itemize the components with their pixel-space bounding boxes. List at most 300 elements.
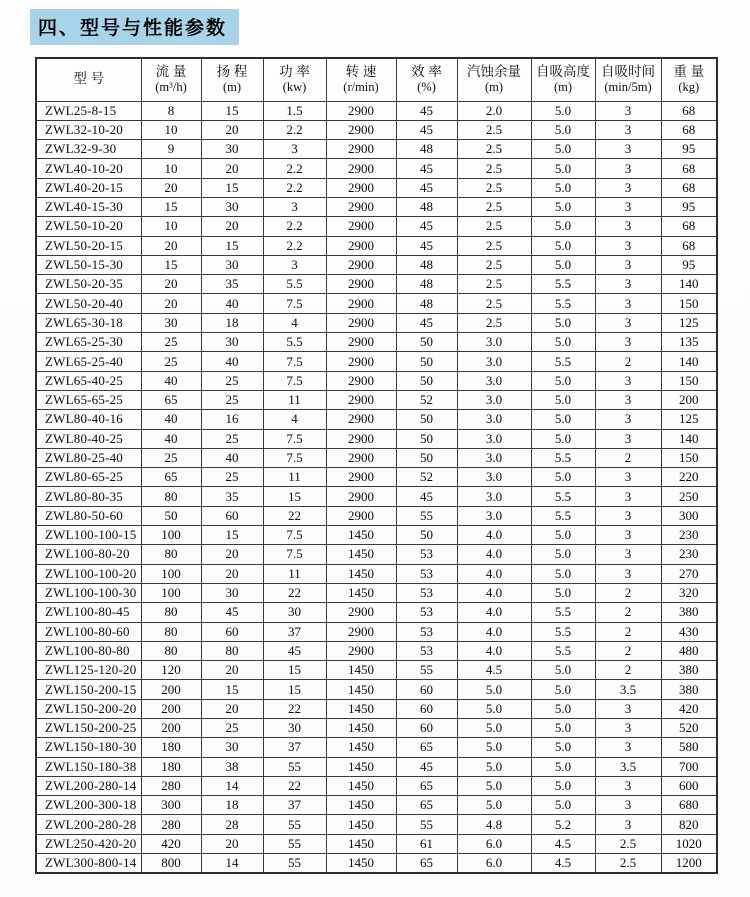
- cell-value: 30: [141, 313, 201, 332]
- cell-value: 20: [141, 236, 201, 255]
- cell-value: 2900: [326, 641, 396, 660]
- table-row: [36, 159, 717, 178]
- cell-value: 2: [595, 352, 661, 371]
- cell-value: 2.5: [457, 294, 531, 313]
- performance-parameters-table: [35, 57, 718, 874]
- cell-value: 45: [396, 159, 457, 178]
- cell-value: 68: [661, 101, 717, 120]
- cell-value: 250: [661, 487, 717, 506]
- cell-value: 15: [201, 101, 263, 120]
- cell-model: ZWL100-100-30: [36, 583, 141, 602]
- cell-value: 80: [141, 545, 201, 564]
- cell-value: 2900: [326, 197, 396, 216]
- cell-value: 5.0: [531, 159, 595, 178]
- cell-value: 2900: [326, 603, 396, 622]
- cell-value: 380: [661, 680, 717, 699]
- table-row: [36, 294, 717, 313]
- cell-value: 80: [141, 641, 201, 660]
- cell-value: 4.0: [457, 603, 531, 622]
- cell-value: 45: [396, 217, 457, 236]
- cell-value: 25: [201, 719, 263, 738]
- table-row: [36, 217, 717, 236]
- cell-value: 8: [141, 101, 201, 120]
- cell-value: 2.5: [457, 275, 531, 294]
- cell-value: 6.0: [457, 834, 531, 853]
- table-row: [36, 275, 717, 294]
- cell-value: 22: [263, 699, 326, 718]
- cell-value: 65: [396, 776, 457, 795]
- table-row: [36, 487, 717, 506]
- cell-model: ZWL100-100-20: [36, 564, 141, 583]
- cell-value: 4.0: [457, 564, 531, 583]
- cell-value: 50: [396, 333, 457, 352]
- cell-value: 25: [141, 448, 201, 467]
- cell-value: 5.5: [531, 448, 595, 467]
- column-label: 自吸时间: [601, 63, 655, 79]
- table-row: [36, 371, 717, 390]
- table-row: [36, 255, 717, 274]
- table-row: [36, 140, 717, 159]
- cell-value: 2.0: [457, 101, 531, 120]
- cell-value: 1450: [326, 661, 396, 680]
- cell-value: 60: [201, 622, 263, 641]
- cell-value: 3: [595, 371, 661, 390]
- cell-value: 2.5: [457, 197, 531, 216]
- cell-model: ZWL80-50-60: [36, 506, 141, 525]
- cell-value: 5.0: [531, 757, 595, 776]
- cell-value: 2900: [326, 333, 396, 352]
- cell-value: 50: [396, 526, 457, 545]
- cell-value: 4: [263, 410, 326, 429]
- cell-value: 55: [263, 834, 326, 853]
- cell-value: 3: [595, 313, 661, 332]
- cell-value: 2.2: [263, 159, 326, 178]
- cell-value: 1450: [326, 526, 396, 545]
- table-row: [36, 352, 717, 371]
- cell-value: 2900: [326, 390, 396, 409]
- cell-value: 3: [595, 468, 661, 487]
- cell-value: 4.0: [457, 622, 531, 641]
- cell-value: 5.0: [531, 333, 595, 352]
- cell-model: ZWL40-10-20: [36, 159, 141, 178]
- cell-value: 2900: [326, 120, 396, 139]
- cell-value: 2900: [326, 275, 396, 294]
- cell-value: 60: [201, 506, 263, 525]
- cell-value: 2900: [326, 468, 396, 487]
- cell-value: 2900: [326, 140, 396, 159]
- cell-model: ZWL40-15-30: [36, 197, 141, 216]
- cell-model: ZWL100-80-60: [36, 622, 141, 641]
- cell-value: 40: [201, 352, 263, 371]
- cell-value: 30: [263, 603, 326, 622]
- cell-value: 2: [595, 661, 661, 680]
- cell-value: 1450: [326, 680, 396, 699]
- column-label: 功 率: [279, 63, 310, 79]
- table-row: [36, 796, 717, 815]
- cell-value: 3.5: [595, 680, 661, 699]
- column-unit: (m): [484, 80, 504, 95]
- cell-value: 2900: [326, 255, 396, 274]
- cell-value: 15: [263, 487, 326, 506]
- cell-value: 18: [201, 796, 263, 815]
- cell-value: 5.0: [531, 236, 595, 255]
- cell-value: 15: [263, 680, 326, 699]
- cell-value: 3: [595, 120, 661, 139]
- cell-value: 1450: [326, 796, 396, 815]
- table-row: [36, 815, 717, 834]
- page-title: 四、型号与性能参数: [30, 9, 239, 45]
- cell-value: 80: [141, 603, 201, 622]
- cell-value: 280: [141, 815, 201, 834]
- cell-value: 3: [595, 564, 661, 583]
- cell-model: ZWL65-30-18: [36, 313, 141, 332]
- cell-value: 3: [595, 506, 661, 525]
- cell-value: 4.8: [457, 815, 531, 834]
- cell-value: 80: [201, 641, 263, 660]
- cell-value: 2900: [326, 506, 396, 525]
- cell-value: 1450: [326, 583, 396, 602]
- cell-value: 380: [661, 603, 717, 622]
- cell-value: 68: [661, 178, 717, 197]
- cell-value: 3: [595, 390, 661, 409]
- cell-model: ZWL32-9-30: [36, 140, 141, 159]
- cell-value: 1450: [326, 834, 396, 853]
- cell-value: 53: [396, 641, 457, 660]
- cell-value: 30: [201, 197, 263, 216]
- cell-value: 3.0: [457, 371, 531, 390]
- cell-value: 2: [595, 583, 661, 602]
- cell-value: 14: [201, 776, 263, 795]
- cell-value: 430: [661, 622, 717, 641]
- cell-value: 11: [263, 468, 326, 487]
- cell-value: 3: [595, 776, 661, 795]
- cell-value: 2.2: [263, 217, 326, 236]
- cell-value: 20: [201, 545, 263, 564]
- cell-value: 7.5: [263, 429, 326, 448]
- cell-value: 3: [595, 255, 661, 274]
- table-row: [36, 834, 717, 853]
- cell-value: 15: [263, 661, 326, 680]
- cell-value: 30: [201, 333, 263, 352]
- cell-value: 7.5: [263, 294, 326, 313]
- cell-value: 2: [595, 603, 661, 622]
- cell-value: 30: [201, 583, 263, 602]
- cell-value: 3: [595, 275, 661, 294]
- cell-value: 125: [661, 410, 717, 429]
- cell-value: 5.0: [531, 468, 595, 487]
- column-unit: (%): [417, 80, 436, 95]
- cell-model: ZWL50-15-30: [36, 255, 141, 274]
- cell-value: 50: [396, 352, 457, 371]
- cell-value: 600: [661, 776, 717, 795]
- table-body: [36, 101, 717, 873]
- cell-model: ZWL100-80-80: [36, 641, 141, 660]
- table-row: [36, 854, 717, 873]
- cell-model: ZWL150-200-25: [36, 719, 141, 738]
- cell-model: ZWL150-180-38: [36, 757, 141, 776]
- column-header-3: [263, 58, 326, 101]
- column-header-8: [595, 58, 661, 101]
- table-header: [36, 58, 717, 101]
- cell-value: 50: [396, 429, 457, 448]
- cell-value: 2900: [326, 410, 396, 429]
- cell-model: ZWL200-280-14: [36, 776, 141, 795]
- cell-value: 680: [661, 796, 717, 815]
- cell-value: 48: [396, 140, 457, 159]
- column-label: 重 量: [673, 63, 705, 79]
- cell-value: 10: [141, 120, 201, 139]
- cell-value: 1020: [661, 834, 717, 853]
- cell-value: 68: [661, 120, 717, 139]
- cell-value: 2900: [326, 101, 396, 120]
- cell-value: 140: [661, 429, 717, 448]
- cell-value: 2900: [326, 622, 396, 641]
- cell-value: 1450: [326, 815, 396, 834]
- cell-value: 2.5: [457, 140, 531, 159]
- cell-value: 16: [201, 410, 263, 429]
- cell-value: 800: [141, 854, 201, 873]
- cell-value: 3: [595, 178, 661, 197]
- table-row: [36, 719, 717, 738]
- cell-value: 200: [661, 390, 717, 409]
- cell-value: 4.0: [457, 545, 531, 564]
- cell-value: 3.0: [457, 448, 531, 467]
- column-header-5: [396, 58, 457, 101]
- cell-value: 38: [201, 757, 263, 776]
- cell-value: 53: [396, 583, 457, 602]
- table-row: [36, 757, 717, 776]
- cell-value: 5.0: [531, 371, 595, 390]
- cell-value: 280: [141, 776, 201, 795]
- cell-value: 20: [141, 294, 201, 313]
- column-unit: (kg): [678, 80, 700, 95]
- cell-value: 180: [141, 757, 201, 776]
- cell-value: 135: [661, 333, 717, 352]
- cell-value: 55: [263, 757, 326, 776]
- cell-value: 25: [201, 429, 263, 448]
- cell-value: 95: [661, 140, 717, 159]
- cell-model: ZWL80-25-40: [36, 448, 141, 467]
- cell-value: 420: [141, 834, 201, 853]
- cell-value: 50: [396, 410, 457, 429]
- cell-value: 2900: [326, 429, 396, 448]
- cell-value: 140: [661, 275, 717, 294]
- cell-value: 45: [396, 757, 457, 776]
- table-row: [36, 661, 717, 680]
- cell-value: 2.2: [263, 178, 326, 197]
- cell-value: 60: [396, 680, 457, 699]
- cell-value: 150: [661, 294, 717, 313]
- cell-value: 95: [661, 255, 717, 274]
- cell-value: 3: [595, 796, 661, 815]
- cell-value: 15: [201, 236, 263, 255]
- cell-value: 100: [141, 583, 201, 602]
- table-row: [36, 101, 717, 120]
- cell-value: 3: [595, 526, 661, 545]
- cell-value: 25: [141, 333, 201, 352]
- cell-value: 3: [595, 410, 661, 429]
- cell-value: 30: [201, 140, 263, 159]
- cell-value: 50: [396, 448, 457, 467]
- cell-value: 520: [661, 719, 717, 738]
- table-row: [36, 506, 717, 525]
- cell-value: 1450: [326, 738, 396, 757]
- cell-value: 65: [396, 738, 457, 757]
- cell-value: 4.5: [531, 834, 595, 853]
- cell-model: ZWL100-80-45: [36, 603, 141, 622]
- column-header-4: [326, 58, 396, 101]
- cell-value: 7.5: [263, 448, 326, 467]
- cell-model: ZWL80-40-16: [36, 410, 141, 429]
- cell-value: 3.0: [457, 429, 531, 448]
- cell-value: 28: [201, 815, 263, 834]
- column-label: 自吸高度: [536, 63, 590, 79]
- cell-value: 65: [396, 854, 457, 873]
- cell-value: 45: [396, 120, 457, 139]
- cell-value: 3: [595, 545, 661, 564]
- cell-model: ZWL40-20-15: [36, 178, 141, 197]
- cell-value: 60: [396, 719, 457, 738]
- cell-value: 30: [263, 719, 326, 738]
- cell-value: 5.0: [531, 101, 595, 120]
- cell-value: 5.0: [531, 564, 595, 583]
- cell-value: 55: [263, 854, 326, 873]
- cell-value: 5.0: [531, 796, 595, 815]
- cell-value: 5.5: [531, 641, 595, 660]
- cell-value: 25: [201, 371, 263, 390]
- cell-value: 48: [396, 294, 457, 313]
- cell-value: 125: [661, 313, 717, 332]
- table-row: [36, 390, 717, 409]
- cell-value: 4.0: [457, 583, 531, 602]
- table-row: [36, 699, 717, 718]
- table-row: [36, 738, 717, 757]
- cell-model: ZWL65-25-30: [36, 333, 141, 352]
- cell-value: 3: [595, 217, 661, 236]
- cell-model: ZWL250-420-20: [36, 834, 141, 853]
- cell-value: 37: [263, 796, 326, 815]
- cell-value: 3.0: [457, 352, 531, 371]
- cell-value: 3.5: [595, 757, 661, 776]
- cell-value: 2900: [326, 217, 396, 236]
- cell-value: 7.5: [263, 352, 326, 371]
- cell-value: 5.0: [457, 776, 531, 795]
- cell-value: 420: [661, 699, 717, 718]
- cell-value: 68: [661, 236, 717, 255]
- cell-value: 5.5: [531, 294, 595, 313]
- column-label: 转 速: [345, 63, 377, 79]
- cell-value: 55: [396, 815, 457, 834]
- cell-value: 7.5: [263, 371, 326, 390]
- cell-value: 20: [201, 217, 263, 236]
- cell-value: 22: [263, 776, 326, 795]
- cell-value: 20: [141, 178, 201, 197]
- cell-value: 5.0: [531, 120, 595, 139]
- cell-model: ZWL150-180-30: [36, 738, 141, 757]
- cell-value: 2.5: [457, 217, 531, 236]
- cell-value: 3.0: [457, 333, 531, 352]
- cell-value: 5.5: [531, 275, 595, 294]
- cell-value: 5.0: [531, 699, 595, 718]
- cell-value: 50: [141, 506, 201, 525]
- cell-value: 4.5: [531, 854, 595, 873]
- cell-model: ZWL50-20-35: [36, 275, 141, 294]
- cell-value: 50: [396, 371, 457, 390]
- cell-value: 2900: [326, 159, 396, 178]
- cell-value: 2.5: [457, 255, 531, 274]
- cell-value: 5.5: [531, 603, 595, 622]
- column-header-1: [141, 58, 201, 101]
- cell-value: 1450: [326, 854, 396, 873]
- cell-value: 5.0: [531, 255, 595, 274]
- cell-value: 700: [661, 757, 717, 776]
- cell-value: 1.5: [263, 101, 326, 120]
- cell-value: 2900: [326, 313, 396, 332]
- cell-model: ZWL65-40-25: [36, 371, 141, 390]
- cell-value: 35: [201, 487, 263, 506]
- cell-value: 3: [595, 140, 661, 159]
- cell-value: 230: [661, 545, 717, 564]
- cell-value: 45: [201, 603, 263, 622]
- cell-value: 200: [141, 699, 201, 718]
- cell-value: 22: [263, 506, 326, 525]
- cell-value: 3.0: [457, 487, 531, 506]
- cell-value: 11: [263, 390, 326, 409]
- cell-value: 380: [661, 661, 717, 680]
- cell-model: ZWL125-120-20: [36, 661, 141, 680]
- cell-value: 2.5: [457, 120, 531, 139]
- cell-value: 320: [661, 583, 717, 602]
- cell-value: 15: [201, 680, 263, 699]
- cell-value: 1450: [326, 757, 396, 776]
- column-header-0: [36, 58, 141, 101]
- cell-value: 20: [201, 699, 263, 718]
- table-header-row: [36, 58, 717, 101]
- column-label: 型 号: [73, 71, 105, 87]
- cell-model: ZWL65-25-40: [36, 352, 141, 371]
- cell-value: 480: [661, 641, 717, 660]
- cell-value: 2.2: [263, 236, 326, 255]
- cell-value: 40: [141, 410, 201, 429]
- cell-model: ZWL80-80-35: [36, 487, 141, 506]
- cell-value: 2: [595, 622, 661, 641]
- cell-value: 15: [201, 178, 263, 197]
- cell-value: 52: [396, 468, 457, 487]
- column-label: 效 率: [411, 63, 442, 79]
- cell-value: 6.0: [457, 854, 531, 873]
- cell-value: 1450: [326, 719, 396, 738]
- cell-value: 3: [595, 429, 661, 448]
- cell-value: 22: [263, 583, 326, 602]
- cell-value: 45: [263, 641, 326, 660]
- cell-value: 18: [201, 313, 263, 332]
- table-row: [36, 313, 717, 332]
- cell-value: 40: [141, 371, 201, 390]
- cell-value: 2.5: [457, 178, 531, 197]
- cell-value: 40: [141, 429, 201, 448]
- cell-value: 270: [661, 564, 717, 583]
- cell-value: 61: [396, 834, 457, 853]
- column-unit: (m³/h): [155, 80, 187, 95]
- cell-value: 45: [396, 313, 457, 332]
- cell-value: 5.0: [531, 390, 595, 409]
- cell-model: ZWL50-20-40: [36, 294, 141, 313]
- cell-value: 55: [263, 815, 326, 834]
- cell-value: 14: [201, 854, 263, 873]
- cell-value: 200: [141, 680, 201, 699]
- cell-value: 5.0: [457, 699, 531, 718]
- cell-value: 25: [141, 352, 201, 371]
